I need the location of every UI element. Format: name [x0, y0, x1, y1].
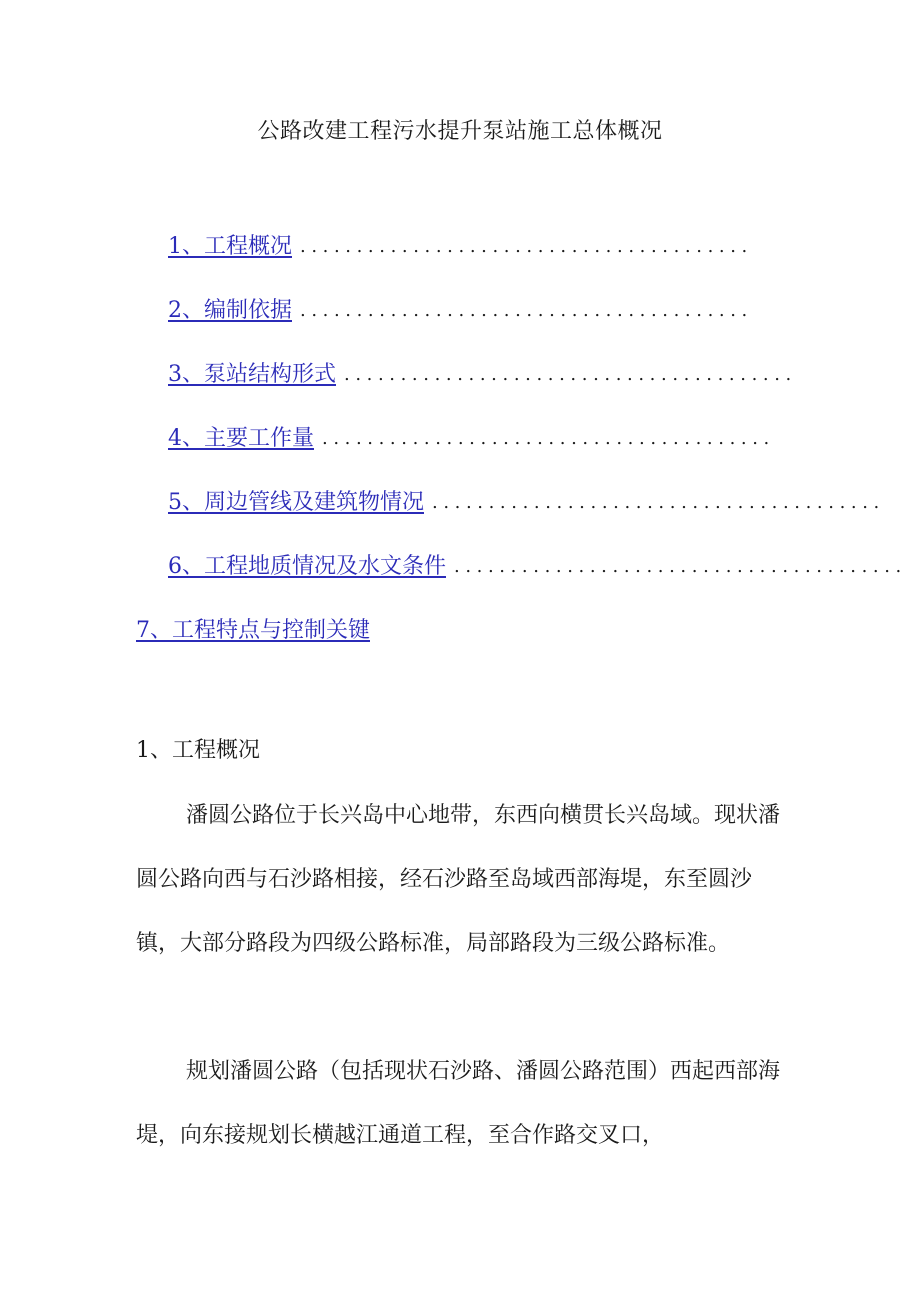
toc-entry-6 — [168, 550, 907, 584]
toc-entry-7 — [136, 614, 370, 648]
toc-entry-5 — [168, 486, 885, 520]
document-title: 公路改建工程污水提升泵站施工总体概况 — [257, 119, 663, 144]
toc-leader-1: ........................................ — [300, 236, 753, 257]
toc-link-2[interactable]: 2、编制依据 — [168, 298, 292, 323]
toc-leader-6: ........................................ — [454, 556, 907, 577]
toc-entry-1 — [168, 230, 756, 264]
toc-entry-2 — [168, 294, 756, 328]
toc-leader-2: ........................................ — [300, 300, 753, 321]
toc-leader-3: ........................................ — [344, 364, 797, 385]
paragraph-1: 潘圆公路位于长兴岛中心地带，东西向横贯长兴岛域。现状潘圆公路向西与石沙路相接，经石沙路至岛域西部海堤，东至圆沙镇，大部分路段为四级公路标准，局部路段为三级公路标准。 — [136, 803, 781, 956]
toc-entry-3 — [168, 358, 797, 392]
toc-leader-5: ........................................ — [432, 492, 885, 513]
toc-link-3[interactable]: 3、泵站结构形式 — [168, 362, 336, 387]
toc-leader-4: ........................................ — [322, 428, 775, 449]
paragraph-2: 规划潘圆公路（包括现状石沙路、潘圆公路范围）西起西部海堤，向东接规划长横越江通道工程，至合作路交叉口， — [136, 1059, 781, 1148]
toc-link-5[interactable]: 5、周边管线及建筑物情况 — [168, 490, 424, 515]
section-heading: 1、工程概况 — [136, 738, 260, 763]
toc-link-4[interactable]: 4、主要工作量 — [168, 426, 314, 451]
toc-link-6[interactable]: 6、工程地质情况及水文条件 — [168, 554, 446, 579]
toc-link-1[interactable]: 1、工程概况 — [168, 234, 292, 259]
toc-link-7[interactable]: 7、工程特点与控制关键 — [136, 618, 370, 643]
toc-entry-4 — [168, 422, 775, 456]
